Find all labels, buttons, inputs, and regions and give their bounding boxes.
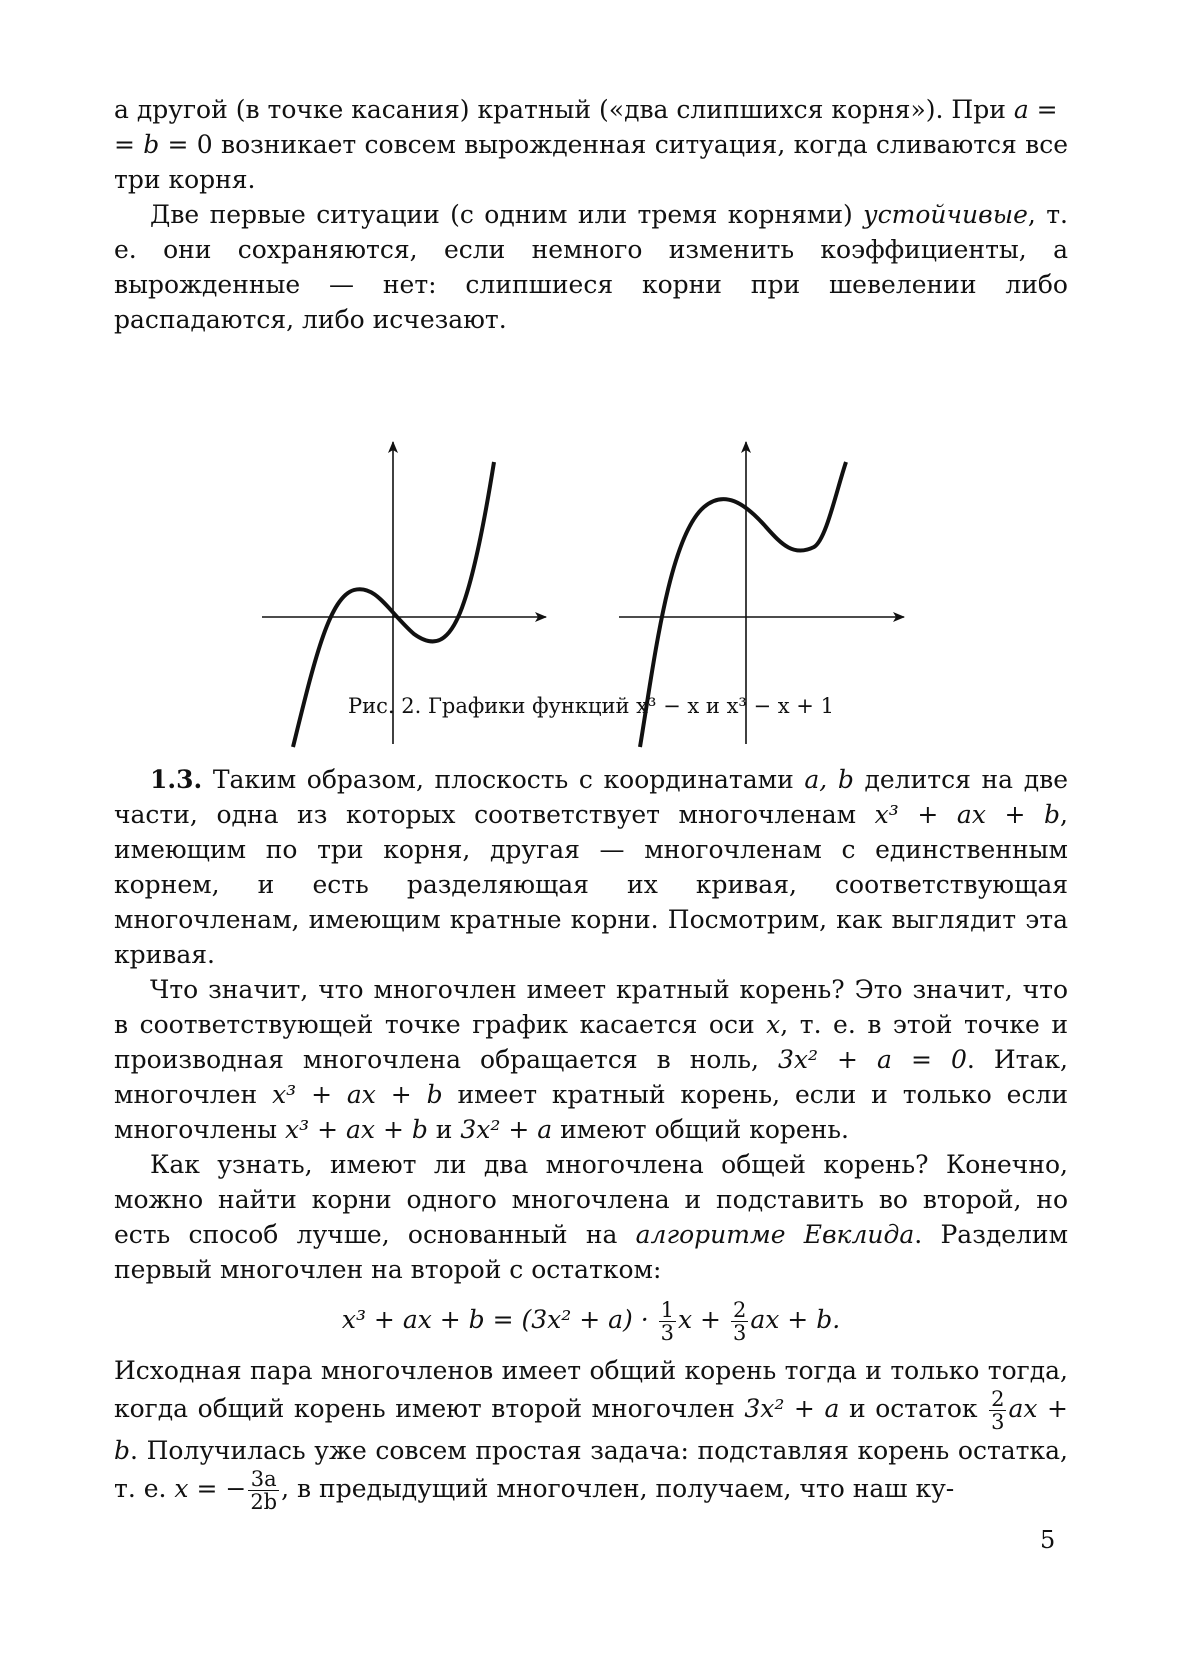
paragraph-5	[114, 1147, 1068, 1287]
fraction	[731, 1299, 748, 1344]
text: и	[427, 1115, 461, 1144]
page-number: 5	[1040, 1526, 1056, 1554]
math: x³ + ax + b = (3x² + a) ·	[341, 1305, 657, 1334]
text: Исходная пара многочленов имеет общий корень тогда и только тогда, когда общий корень имеют второй многочлен	[114, 1356, 1068, 1423]
emphasis: устойчивые	[863, 200, 1028, 229]
text: . Итак, многочлен	[114, 1045, 1068, 1109]
math: a, b	[804, 765, 854, 794]
paragraph-1	[114, 92, 1068, 197]
math: 3x² + a = 0	[777, 1045, 967, 1074]
figure-caption: Рис. 2. Графики функций x³ − x и x³ − x + 1	[348, 694, 834, 718]
paragraph-2	[114, 197, 1068, 337]
section-1-3	[114, 762, 1068, 1513]
text: Что значит, что многочлен имеет кратный корень? Это значит, что в соответствующей точке график касается оси	[114, 975, 1068, 1039]
text: имеет кратный корень, если и только если многочлены	[114, 1080, 1069, 1144]
math: 3x² + a	[744, 1394, 840, 1423]
math: ax + b.	[750, 1305, 841, 1334]
text: Таким образом, плоскость с координатами	[202, 765, 805, 794]
text: Две первые ситуации (с одним или тремя корнями)	[150, 200, 864, 229]
math: x³ + ax + b	[874, 800, 1061, 829]
paragraph-6	[114, 1353, 1068, 1513]
text: , т. е. в этой точке и производная многочлена обращается в ноль,	[114, 1010, 1068, 1074]
fraction	[659, 1299, 676, 1344]
math: x³ + ax + b	[272, 1080, 443, 1109]
math: x = −	[174, 1474, 247, 1503]
var: b	[143, 130, 160, 159]
text: Как узнать, имеют ли два многочлена общей корень? Конечно, можно найти корни одного многочлена и подставить во второй, но есть способ лучше, основанный на	[114, 1150, 1068, 1249]
text: = 0 возникает совсем вырожденная ситуация, когда сливаются все три корня.	[114, 130, 1068, 194]
denominator: 2b	[250, 1490, 278, 1514]
var: a	[1013, 95, 1029, 124]
page-body	[114, 92, 1069, 1514]
text: =	[1028, 95, 1058, 124]
math: x³ + ax + b	[285, 1115, 428, 1144]
text: , т. е. они сохраняются, если немного изменить коэффициенты, а вырожденные — нет: слипшиеся корни при шевелении либо распадаются, либо исчезают.	[114, 200, 1068, 334]
numerator: 2	[732, 1298, 747, 1322]
numerator: 2	[991, 1387, 1005, 1411]
math: x	[766, 1010, 781, 1039]
fraction	[248, 1468, 279, 1513]
paragraph-3	[114, 762, 1068, 972]
denominator: 3	[991, 1410, 1005, 1434]
math: 3x² + a	[460, 1115, 553, 1144]
text: . Разделим первый многочлен на второй с остатком:	[114, 1220, 1069, 1284]
text: , имеющим по три корня, другая — многочленам с единственным корнем, и есть разделяющая их кривая, соответствующая многочленам, имеющим кратные корни. Посмотрим, как выглядит эта кривая.	[114, 800, 1068, 969]
text: и остаток	[839, 1394, 988, 1423]
numerator: 1	[660, 1298, 675, 1322]
fraction	[989, 1388, 1006, 1433]
division-equation	[114, 1291, 1068, 1349]
math: ax + b	[114, 1394, 1068, 1465]
denominator: 3	[660, 1321, 675, 1345]
emphasis: алгоритме Евклида	[635, 1220, 915, 1249]
text: . Получилась уже совсем простая задача: подставляя корень остатка, т. е.	[114, 1436, 1068, 1503]
paragraph-4	[114, 972, 1068, 1147]
math: x +	[678, 1305, 729, 1334]
text: , в предыдущий многочлен, получаем, что наш ку-	[281, 1474, 955, 1503]
text: делится на две части, одна из которых соответствует многочленам	[114, 765, 1068, 829]
numerator: 3a	[248, 1468, 279, 1491]
denominator: 3	[732, 1321, 747, 1345]
text: имеют общий корень.	[552, 1115, 849, 1144]
text: а другой (в точке касания) кратный («два слипшихся корня»). При	[114, 95, 1014, 124]
text: =	[114, 130, 144, 159]
section-number: 1.3.	[150, 765, 203, 794]
